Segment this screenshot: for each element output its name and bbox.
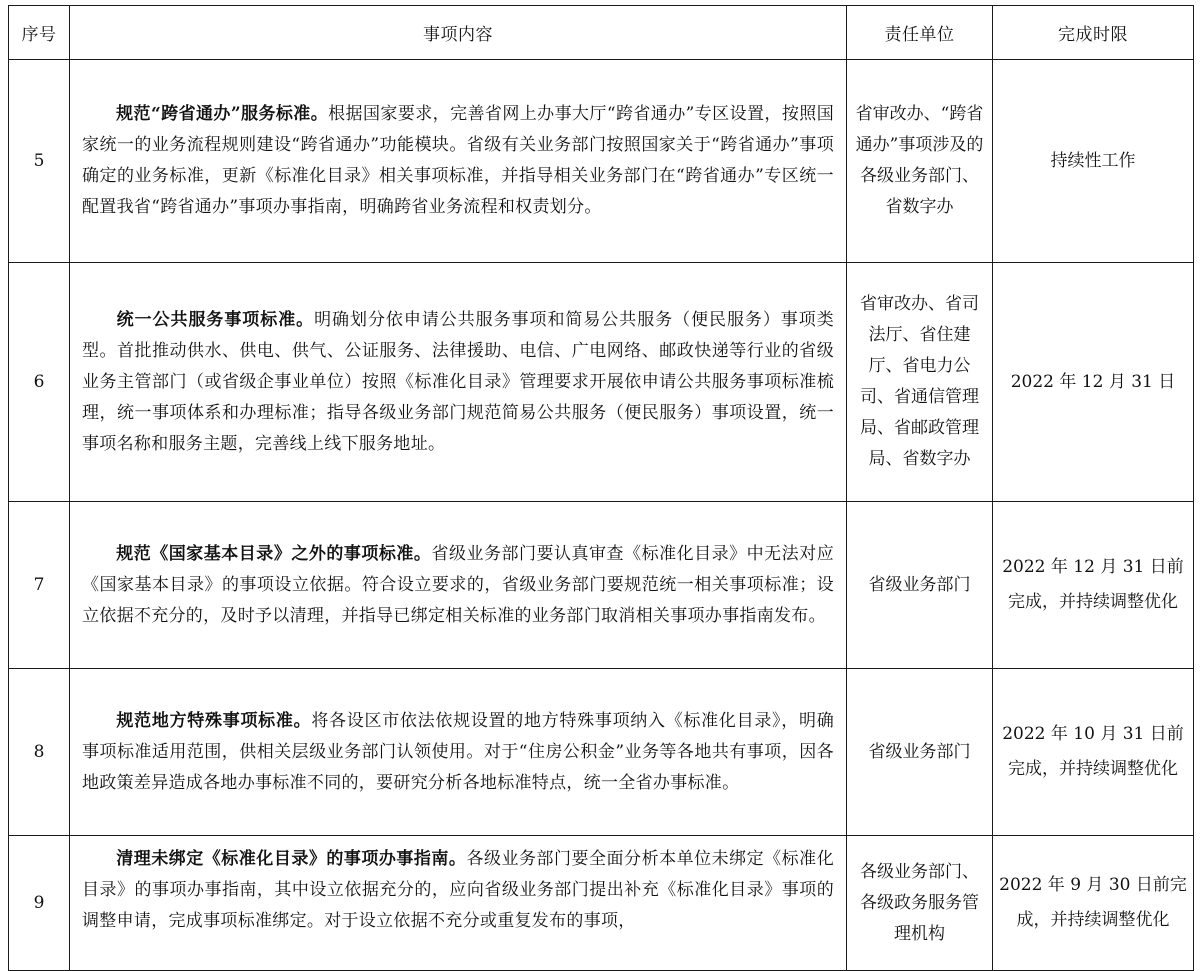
row-no: 9: [9, 836, 70, 971]
row-content: [70, 836, 847, 971]
row-unit: 省审改办、省司法厅、省住建厅、省电力公司、省通信管理局、省邮政管理局、省数字办: [847, 263, 993, 502]
row-no: 6: [9, 263, 70, 502]
row-content: [70, 60, 847, 263]
row-unit: 各级业务部门、各级政务服务管理机构: [847, 836, 993, 971]
row-body: 根据国家要求，完善省网上办事大厅“跨省通办”专区设置，按照国家统一的业务流程规则建设“跨省通办”功能模块。省级有关业务部门按照国家关于“跨省通办”事项确定的业务标准，更新《标准化目录》相关事项标准，并指导相关业务部门在“跨省通办”专区统一配置我省“跨省通办”事项办事指南，明确跨省业务流程和权责划分。: [82, 104, 834, 217]
task-table: [8, 5, 1194, 971]
table-row: [9, 669, 1194, 836]
header-row: [9, 6, 1194, 60]
row-no: 5: [9, 60, 70, 263]
row-title: 规范《国家基本目录》之外的事项标准。: [116, 543, 432, 564]
header-time: 完成时限: [993, 6, 1194, 60]
row-time: 2022 年 10 月 31 日前完成，并持续调整优化: [993, 669, 1194, 836]
header-content: 事项内容: [70, 6, 847, 60]
row-body: 将各设区市依法依规设置的地方特殊事项纳入《标准化目录》，明确事项标准适用范围，供相关层级业务部门认领使用。对于“住房公积金”业务等各地共有事项，因各地政策差异造成各地办事标准不同的，要研究分析各地标准特点，统一全省办事标准。: [82, 710, 834, 793]
table-row: [9, 836, 1194, 971]
table-row: [9, 60, 1194, 263]
row-body: 明确划分依申请公共服务事项和简易公共服务（便民服务）事项类型。首批推动供水、供电、供气、公证服务、法律援助、电信、广电网络、邮政快递等行业的省级业务主管部门（或省级企事业单位）按照《标准化目录》管理要求开展依申请公共服务事项标准梳理，统一事项体系和办理标准；指导各级业务部门规范简易公共服务（便民服务）事项设置，统一事项名称和服务主题，完善线上线下服务地址。: [82, 309, 834, 454]
row-time: 持续性工作: [993, 60, 1194, 263]
row-title: 规范地方特殊事项标准。: [116, 710, 312, 731]
row-content: [70, 263, 847, 502]
row-no: 7: [9, 502, 70, 669]
row-title: 清理未绑定《标准化目录》的事项办事指南。: [116, 849, 467, 869]
table-row: [9, 502, 1194, 669]
row-unit: 省审改办、“跨省通办”事项涉及的各级业务部门、省数字办: [847, 60, 993, 263]
row-content: [70, 502, 847, 669]
row-unit: 省级业务部门: [847, 669, 993, 836]
row-time: 2022 年 12 月 31 日前完成，并持续调整优化: [993, 502, 1194, 669]
header-no: 序号: [9, 6, 70, 60]
row-body: 各级业务部门要全面分析本单位未绑定《标准化目录》的事项办事指南，其中设立依据充分的，应向省级业务部门提出补充《标准化目录》事项的调整申请，完成事项标准绑定。对于设立依据不充分或重复发布的事项，: [82, 849, 834, 931]
row-title: 统一公共服务事项标准。: [116, 309, 315, 330]
row-time: 2022 年 9 月 30 日前完成，并持续调整优化: [993, 836, 1194, 971]
header-unit: 责任单位: [847, 6, 993, 60]
row-body: 省级业务部门要认真审查《标准化目录》中无法对应《国家基本目录》的事项设立依据。符合设立要求的，省级业务部门要规范统一相关事项标准；设立依据不充分的，及时予以清理，并指导已绑定相关标准的业务部门取消相关事项办事指南发布。: [82, 543, 834, 626]
row-time: 2022 年 12 月 31 日: [993, 263, 1194, 502]
row-no: 8: [9, 669, 70, 836]
table-row: [9, 263, 1194, 502]
row-unit: 省级业务部门: [847, 502, 993, 669]
row-content: [70, 669, 847, 836]
row-title: 规范“跨省通办”服务标准。: [116, 104, 329, 124]
